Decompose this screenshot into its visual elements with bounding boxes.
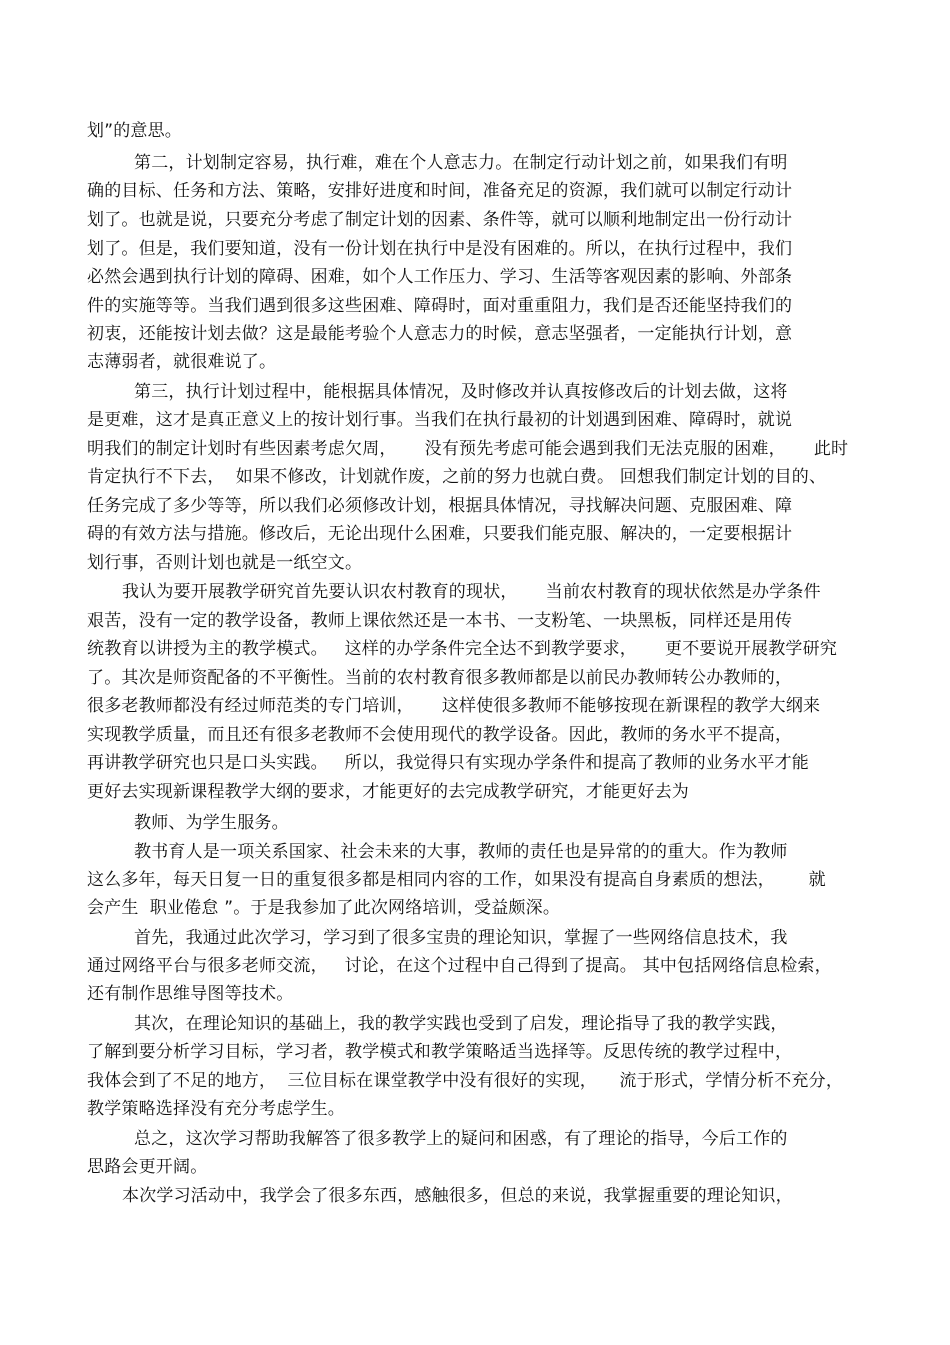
text-line: 通过网络平台与很多老师交流， 讨论，在这个过程中自己得到了提高。 其中包括网络信息检索， xyxy=(87,956,832,976)
text-line: 教书育人是一项关系国家、社会未来的大事，教师的责任也是异常的的重大。作为教师 xyxy=(134,842,788,862)
text-line: 划了。也就是说，只要充分考虑了制定计划的因素、条件等，就可以顺利地制定出一份行动计 xyxy=(87,210,793,230)
text-line: 总之，这次学习帮助我解答了很多教学上的疑问和困惑，有了理论的指导，今后工作的 xyxy=(134,1129,788,1149)
text-line: 碍的有效方法与措施。修改后，无论出现什么困难，只要我们能克服、解决的，一定要根据计 xyxy=(87,524,793,544)
text-line: 了。其次是师资配备的不平衡性。当前的农村教育很多教师都是以前民办教师转公办教师的， xyxy=(87,668,793,688)
text-line: 第三，执行计划过程中，能根据具体情况，及时修改并认真按修改后的计划去做，这将 xyxy=(134,382,788,402)
text-line: 明我们的制定计划时有些因素考虑欠周， 没有预先考虑可能会遇到我们无法克服的困难， 此时 xyxy=(87,439,849,459)
text-line: 这么多年，每天日复一日的重复很多都是相同内容的工作，如果没有提高自身素质的想法， 就 xyxy=(87,870,826,890)
text-line: 实现教学质量，而且还有很多老教师不会使用现代的教学设备。因此，教师的务水平不提高， xyxy=(87,725,793,745)
text-line: 会产生 职业倦怠 ”。于是我参加了此次网络培训，受益颇深。 xyxy=(87,898,561,918)
text-line: 我体会到了不足的地方， 三位目标在课堂教学中没有很好的实现， 流于形式，学情分析不充分， xyxy=(87,1071,844,1091)
text-line: 更好去实现新课程教学大纲的要求，才能更好的去完成教学研究，才能更好去为 xyxy=(87,782,689,802)
text-line: 了解到要分析学习目标，学习者，教学模式和教学策略适当选择等。反思传统的教学过程中， xyxy=(87,1042,793,1062)
text-line: 首先，我通过此次学习，学习到了很多宝贵的理论知识，掌握了一些网络信息技术，我 xyxy=(134,928,788,948)
text-line: 是更难，这才是真正意义上的按计划行事。当我们在执行最初的计划遇到困难、障碍时，就说 xyxy=(87,410,793,430)
text-line: 艰苦，没有一定的教学设备，教师上课依然还是一本书、一支粉笔、一块黑板，同样还是用传 xyxy=(87,611,793,631)
text-line: 教师、为学生服务。 xyxy=(134,813,289,833)
text-line: 划”的意思。 xyxy=(87,121,183,141)
text-line: 件的实施等等。当我们遇到很多这些困难、障碍时，面对重重阻力，我们是否还能坚持我们的 xyxy=(87,296,793,316)
text-line: 确的目标、任务和方法、策略，安排好进度和时间，准备充足的资源，我们就可以制定行动计 xyxy=(87,181,793,201)
text-line: 划行事，否则计划也就是一纸空文。 xyxy=(87,553,363,573)
text-line: 志薄弱者，就很难说了。 xyxy=(87,352,277,372)
text-line: 再讲教学研究也只是口头实践。 所以，我觉得只有实现办学条件和提高了教师的业务水平才能 xyxy=(87,753,810,773)
text-line: 第二，计划制定容易，执行难，难在个人意志力。在制定行动计划之前，如果我们有明 xyxy=(134,153,788,173)
text-line: 我认为要开展教学研究首先要认识农村教育的现状， 当前农村教育的现状依然是办学条件 xyxy=(122,582,821,602)
text-line: 必然会遇到执行计划的障碍、困难，如个人工作压力、学习、生活等客观因素的影响、外部条 xyxy=(87,267,793,287)
text-line: 任务完成了多少等等，所以我们必须修改计划，根据具体情况，寻找解决问题、克服困难、障 xyxy=(87,496,793,516)
text-line: 教学策略选择没有充分考虑学生。 xyxy=(87,1099,345,1119)
text-line: 划了。但是，我们要知道，没有一份计划在执行中是没有困难的。所以，在执行过程中，我们 xyxy=(87,239,793,259)
text-line: 本次学习活动中，我学会了很多东西，感触很多，但总的来说，我掌握重要的理论知识， xyxy=(122,1186,793,1206)
text-line: 还有制作思维导图等技术。 xyxy=(87,984,294,1004)
text-line: 肯定执行不下去， 如果不修改，计划就作废，之前的努力也就白费。 回想我们制定计划的目的、 xyxy=(87,467,827,487)
text-line: 其次，在理论知识的基础上，我的教学实践也受到了启发，理论指导了我的教学实践， xyxy=(134,1014,788,1034)
text-line: 初衷，还能按计划去做？这是最能考验个人意志力的时候，意志坚强者，一定能执行计划，意 xyxy=(87,324,793,344)
text-line: 思路会更开阔。 xyxy=(87,1157,208,1177)
text-line: 统教育以讲授为主的教学模式。 这样的办学条件完全达不到教学要求， 更不要说开展教学研究 xyxy=(87,639,838,659)
text-line: 很多老教师都没有经过师范类的专门培训， 这样使很多教师不能够按现在新课程的教学大纲来 xyxy=(87,696,821,716)
